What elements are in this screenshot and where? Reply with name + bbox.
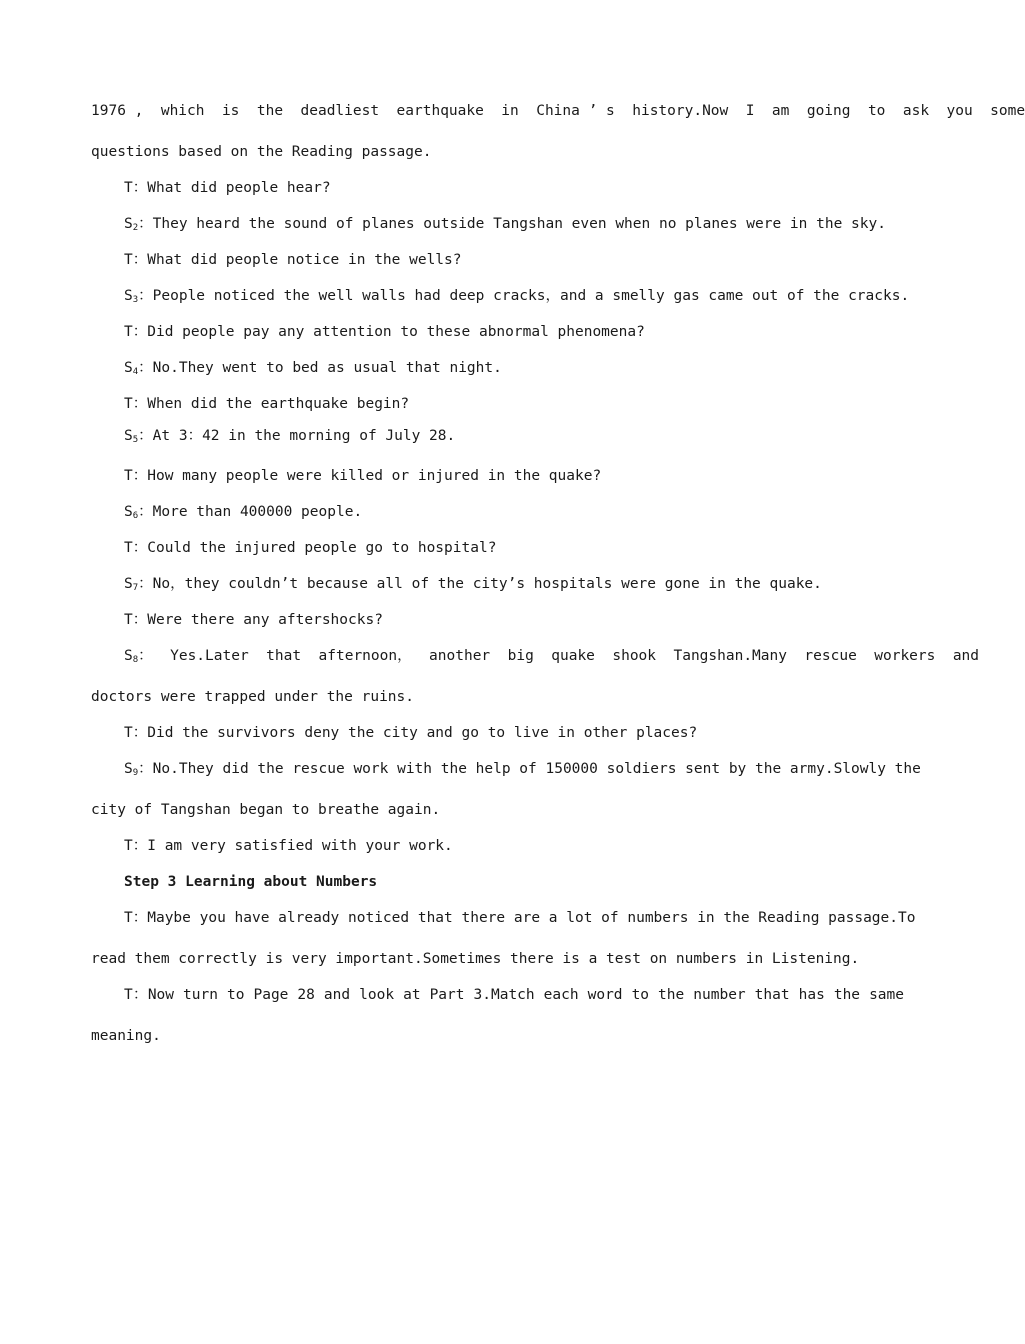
speaker-number: 4	[132, 367, 139, 377]
student-answer-7	[124, 574, 904, 594]
answer-text: ：People noticed the well walls had deep cracks，and a smelly gas came out of the cracks.	[138, 288, 910, 304]
answer-text: ：No，they couldn’t because all of the city’s hospitals were gone in the quake.	[138, 576, 822, 592]
answer-text: ：They heard the sound of planes outside Tangshan even when no planes were in the sky.	[138, 216, 886, 232]
student-answer-9-line-2: city of Tangshan began to breathe again.	[91, 802, 441, 818]
student-answer-6	[124, 502, 904, 522]
teacher-question-6: T：Could the injured people go to hospital?	[124, 540, 497, 556]
teacher-question-5: T：How many people were killed or injured in the quake?	[124, 468, 602, 484]
answer-text: ：No.They went to bed as usual that night.	[138, 360, 502, 376]
student-answer-4	[124, 358, 904, 378]
student-answer-8-line-2: doctors were trapped under the ruins.	[91, 689, 415, 705]
teacher-instruction-1-line-2: read them correctly is very important.Sometimes there is a test on numbers in Listening.	[91, 951, 860, 967]
speaker-label: S	[124, 576, 133, 592]
student-answer-2	[124, 214, 904, 234]
paragraph-intro-line-2: questions based on the Reading passage.	[91, 144, 432, 160]
paragraph-intro-line-1: 1976 , which is the deadliest earthquake in China ’ s history.Now I am going to ask you some	[91, 103, 1025, 119]
speaker-label: S	[124, 216, 133, 232]
speaker-label: S	[124, 504, 133, 520]
teacher-question-7: T：Were there any aftershocks?	[124, 612, 383, 628]
teacher-instruction-2-line-2: meaning.	[91, 1028, 161, 1044]
answer-text: ： Yes.Later that afternoon， another big quake shook Tangshan.Many rescue workers and	[138, 648, 980, 664]
speaker-label: S	[124, 648, 133, 664]
student-answer-3	[124, 286, 910, 306]
answer-text: ：At 3：42 in the morning of July 28.	[138, 428, 456, 444]
teacher-comment: T：I am very satisfied with your work.	[124, 838, 453, 854]
speaker-number: 7	[132, 583, 139, 593]
speaker-number: 6	[132, 511, 139, 521]
speaker-label: S	[124, 761, 133, 777]
speaker-label: S	[124, 428, 133, 444]
speaker-label: S	[124, 360, 133, 376]
answer-text: ：More than 400000 people.	[138, 504, 363, 520]
teacher-question-4: T：When did the earthquake begin?	[124, 396, 410, 412]
teacher-question-1: T：What did people hear?	[124, 180, 331, 196]
teacher-question-2: T：What did people notice in the wells?	[124, 252, 462, 268]
speaker-number: 5	[132, 435, 139, 445]
speaker-number: 9	[132, 768, 139, 778]
teacher-question-8: T：Did the survivors deny the city and go to live in other places?	[124, 725, 698, 741]
speaker-number: 3	[132, 295, 139, 305]
speaker-label: S	[124, 288, 133, 304]
speaker-number: 2	[132, 223, 139, 233]
teacher-question-3: T：Did people pay any attention to these abnormal phenomena?	[124, 324, 645, 340]
student-answer-5	[124, 426, 904, 446]
teacher-instruction-1-line-1: T：Maybe you have already noticed that there are a lot of numbers in the Reading passage.To	[124, 910, 916, 926]
teacher-instruction-2-line-1: T：Now turn to Page 28 and look at Part 3.Match each word to the number that has the same	[124, 987, 904, 1003]
section-heading: Step 3 Learning about Numbers	[124, 874, 378, 890]
student-answer-8-line-1	[124, 646, 980, 666]
student-answer-9-line-1	[124, 759, 921, 779]
answer-text: ：No.They did the rescue work with the help of 150000 soldiers sent by the army.Slowly the	[138, 761, 921, 777]
speaker-number: 8	[132, 655, 139, 665]
